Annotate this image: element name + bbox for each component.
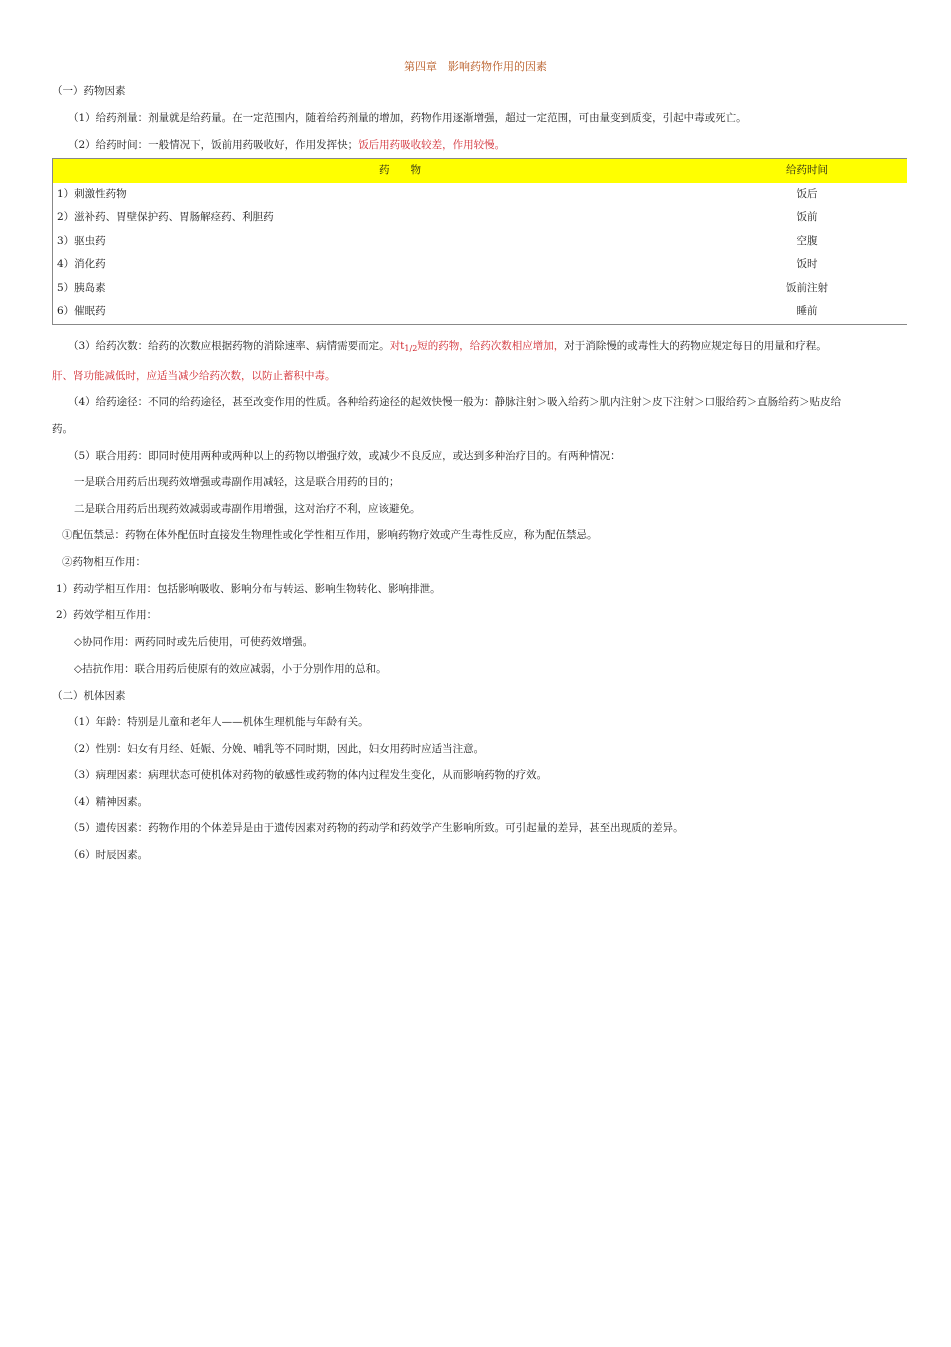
table-cell-time: 空腹: [796, 234, 818, 247]
paragraph-frequency-text: （3）给药次数：给药的次数应根据药物的消除速率、病情需要而定。: [68, 340, 390, 352]
chapter-title: 第四章 影响药物作用的因素: [404, 60, 547, 73]
paragraph-genetic: （5）遗传因素：药物作用的个体差异是由于遗传因素对药物的药动学和药效学产生影响所致。可引起量的差异，甚至出现质的差异。: [68, 822, 684, 834]
table-cell-drug: 5）胰岛素: [57, 281, 106, 294]
table-cell-time: 饭前: [796, 211, 818, 223]
paragraph-combination-b: 二是联合用药后出现药效减弱或毒副作用增强，这对治疗不利，应该避免。: [74, 503, 421, 515]
paragraph-timing-text: （2）给药时间：一般情况下，饭前用药吸收好，作用发挥快；: [68, 139, 359, 151]
paragraph-interaction: ②药物相互作用：: [62, 556, 146, 568]
paragraph-frequency-line2: 肝、肾功能减低时，应适当减少给药次数，以防止蓄积中毒。: [52, 370, 336, 382]
paragraph-frequency: [68, 338, 827, 357]
section-heading-body-factors: （二）机体因素: [52, 690, 126, 702]
table-row: [53, 230, 908, 254]
section-heading-drug-factors: （一）药物因素: [52, 85, 126, 97]
paragraph-timing-highlight: 饭后用药吸收较差，作用较慢。: [358, 139, 506, 151]
paragraph-chronological: （6）时辰因素。: [68, 849, 149, 861]
table-cell-time: 饭时: [796, 258, 818, 270]
dosing-time-table: [52, 158, 907, 325]
paragraph-dosage: （1）给药剂量：剂量就是给药量。在一定范围内，随着给药剂量的增加，药物作用逐渐增强，超过一定范围，可由量变到质变，引起中毒或死亡。: [68, 112, 747, 124]
paragraph-mental: （4）精神因素。: [68, 796, 149, 808]
paragraph-route-line2: 药。: [52, 423, 73, 435]
table-cell-drug: 1）刺激性药物: [57, 187, 127, 200]
paragraph-pathology: （3）病理因素：病理状态可使机体对药物的敏感性或药物的体内过程发生变化，从而影响药物的疗效。: [68, 769, 548, 781]
paragraph-gender: （2）性别：妇女有月经、妊娠、分娩、哺乳等不同时期，因此，妇女用药时应适当注意。: [68, 743, 485, 755]
table-row: [53, 183, 908, 207]
paragraph-timing: [68, 137, 505, 153]
table-row: [53, 253, 908, 277]
table-row: [53, 300, 908, 324]
paragraph-frequency-suffix: 对于消除慢的或毒性大的药物应规定每日的用量和疗程。: [564, 340, 827, 352]
table-header-drug: 药 物: [379, 164, 421, 176]
table-cell-time: 睡前: [796, 305, 818, 317]
paragraph-incompatibility: ①配伍禁忌：药物在体外配伍时直接发生物理性或化学性相互作用，影响药物疗效或产生毒性反应，称为配伍禁忌。: [62, 529, 598, 541]
half-life-text: 短的药物，给药次数相应增加，: [417, 340, 565, 352]
paragraph-combination-a: 一是联合用药后出现药效增强或毒副作用减轻，这是联合用药的目的；: [74, 476, 400, 488]
table-cell-drug: 2）滋补药、胃壁保护药、胃肠解痉药、利胆药: [57, 211, 274, 223]
half-life-symbol: 对t: [389, 340, 405, 352]
table-header-time: 给药时间: [786, 164, 828, 176]
paragraph-synergy: ◇协同作用：两药同时或先后使用，可使药效增强。: [74, 636, 314, 648]
table-row: [53, 277, 908, 301]
table-header-row: [53, 159, 908, 183]
paragraph-antagonism: ◇拮抗作用：联合用药后使原有的效应减弱，小于分别作用的总和。: [74, 663, 387, 675]
table-cell-drug: 6）催眠药: [57, 305, 106, 317]
paragraph-frequency-highlight: [390, 340, 565, 352]
paragraph-age: （1）年龄：特别是儿童和老年人——机体生理机能与年龄有关。: [68, 716, 369, 728]
table-cell-time: 饭后: [796, 187, 818, 200]
table-cell-time: 饭前注射: [786, 281, 828, 294]
half-life-subscript: 1/2: [404, 344, 418, 353]
table-cell-drug: 4）消化药: [57, 258, 106, 270]
paragraph-combination: （5）联合用药：即同时使用两种或两种以上的药物以增强疗效，或减少不良反应，或达到多种治疗目的。有两种情况：: [68, 450, 621, 462]
table-row: [53, 206, 908, 230]
table-cell-drug: 3）驱虫药: [57, 234, 106, 247]
paragraph-route-line1: （4）给药途径：不同的给药途径，甚至改变作用的性质。各种给药途径的起效快慢一般为：静脉注射＞吸入给药＞肌内注射＞皮下注射＞口服给药＞直肠给药＞贴皮给: [68, 396, 842, 408]
paragraph-pharmacodynamic: 2）药效学相互作用：: [56, 609, 158, 621]
paragraph-pharmacokinetic: 1）药动学相互作用：包括影响吸收、影响分布与转运、影响生物转化、影响排泄。: [56, 583, 441, 595]
